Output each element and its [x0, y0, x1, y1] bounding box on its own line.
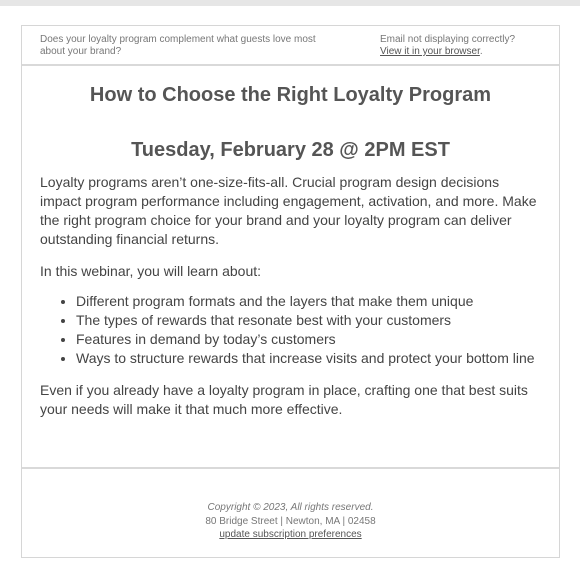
list-item: • Features in demand by today’s customers [76, 330, 540, 349]
preheader-tagline: Does your loyalty program complement what guests love most about your brand? [40, 34, 316, 57]
email-card [21, 25, 560, 558]
intro-paragraph: Loyalty programs aren’t one-size-fits-all. Crucial program design decisions impact program performance including engagement, activation, and more. Make the right program choice for your brand and your loyalty program can deliver outstanding financial returns. [40, 174, 537, 247]
webinar-date: Tuesday, February 28 @ 2PM EST [131, 139, 450, 161]
preheader-browser-notice [380, 34, 550, 58]
closing-paragraph: Even if you already have a loyalty program in place, crafting one that best suits your needs will make it that much more effective. [40, 382, 528, 417]
footer-divider [22, 467, 559, 469]
preheader [22, 26, 559, 66]
copyright-text: Copyright © 2023, All rights reserved. [207, 502, 374, 513]
list-item: • Ways to structure rewards that increase visits and protect your bottom line [76, 349, 540, 368]
list-item: • Different program formats and the layers that make them unique [76, 292, 540, 311]
email-notice-text: Email not displaying correctly? [380, 34, 516, 45]
browser-link-suffix: . [479, 46, 483, 57]
update-preferences-link[interactable]: update subscription preferences [219, 529, 362, 540]
top-strip [0, 0, 580, 6]
view-in-browser-link[interactable]: View it in your browser [380, 46, 480, 57]
address-text: 80 Bridge Street | Newton, MA | 02458 [205, 515, 376, 527]
webinar-title: How to Choose the Right Loyalty Program [89, 84, 492, 106]
topics-list [40, 292, 540, 368]
footer [22, 501, 559, 542]
lead-in-paragraph: In this webinar, you will learn about: [40, 263, 262, 279]
list-item: • The types of rewards that resonate best with your customers [76, 311, 540, 330]
